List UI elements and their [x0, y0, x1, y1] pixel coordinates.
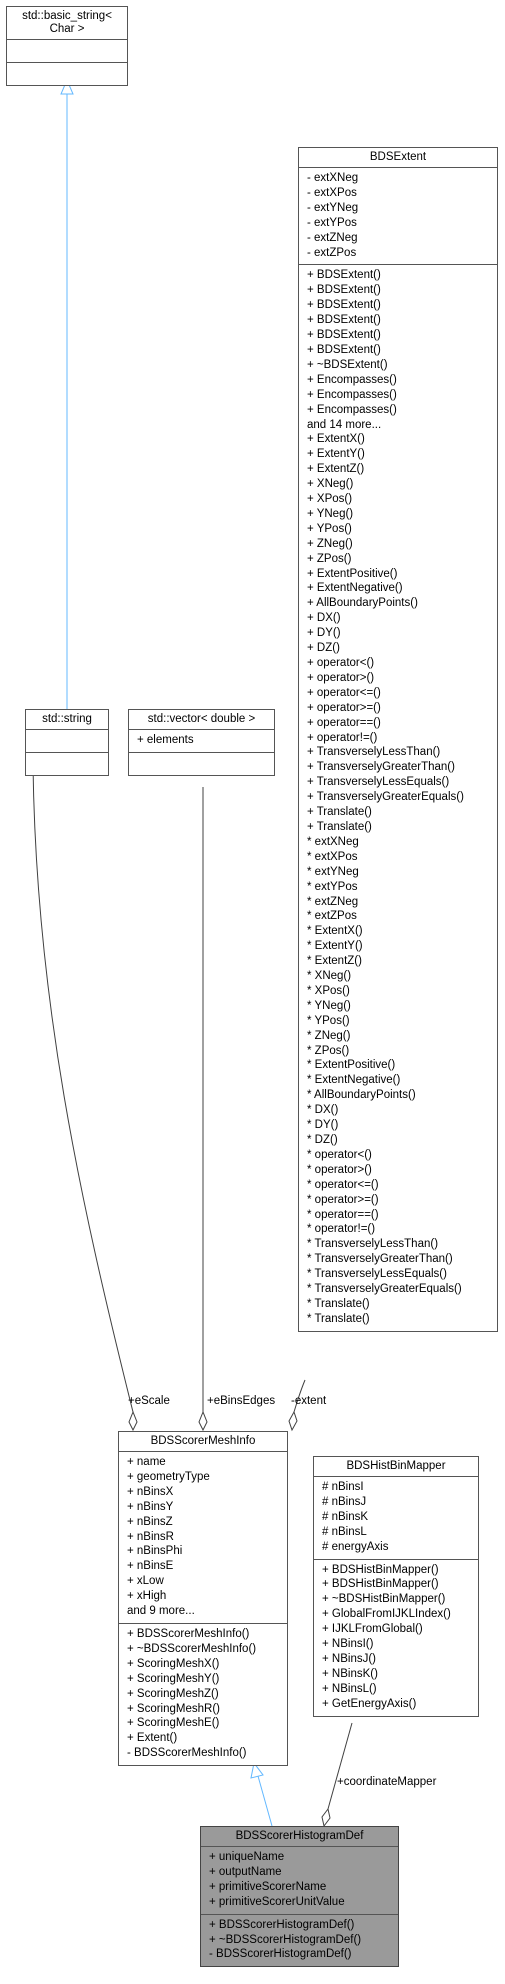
class-operation: * ExtentNegative(): [307, 1074, 401, 1087]
class-bdsscorerhistogramdef[interactable]: [200, 1826, 399, 1967]
class-operations-section: [26, 752, 108, 775]
class-operation: + DZ(): [307, 642, 340, 655]
class-operation: * extZNeg: [307, 895, 359, 908]
class-attribute: + nBinsE: [127, 1560, 174, 1573]
class-attribute: + xHigh: [127, 1590, 167, 1603]
class-std-basic-string[interactable]: [6, 6, 128, 86]
class-operation: + NBinsJ(): [322, 1652, 376, 1665]
class-operation: + BDSScorerHistogramDef(): [209, 1918, 355, 1931]
class-operation: + NBinsI(): [322, 1638, 374, 1651]
class-operation: + TransverselyGreaterThan(): [307, 761, 455, 774]
class-operation: + operator>(): [307, 671, 375, 684]
class-attribute: + nBinsZ: [127, 1515, 173, 1528]
class-operation: + AllBoundaryPoints(): [307, 597, 418, 610]
class-title-line: Char >: [49, 23, 85, 35]
class-operation: + Extent(): [127, 1732, 178, 1745]
class-operation: * TransverselyGreaterEquals(): [307, 1283, 462, 1296]
class-operation: + TransverselyLessEquals(): [307, 776, 450, 789]
class-bdsscorermeshinfo[interactable]: [118, 1431, 288, 1766]
class-operation: * DY(): [307, 1119, 339, 1132]
class-operation: + BDSExtent(): [307, 343, 381, 356]
class-operation: + BDSExtent(): [307, 284, 381, 297]
aggregation-diamond: [289, 1412, 297, 1430]
class-operation: + BDSExtent(): [307, 269, 381, 282]
class-operation: * ExtentX(): [307, 925, 363, 938]
class-title-line: std::basic_string<: [22, 10, 112, 22]
class-title: [314, 1457, 478, 1476]
class-operation: + BDSHistBinMapper(): [322, 1578, 439, 1591]
edge-label-coordinatemapper: +coordinateMapper: [337, 1776, 437, 1788]
class-operation: * operator<(): [307, 1148, 372, 1161]
class-attributes-section: [26, 729, 108, 752]
class-title-line: BDSExtent: [369, 151, 427, 163]
class-operation: * XPos(): [307, 984, 350, 997]
class-operation: + Encompasses(): [307, 373, 397, 386]
class-attribute: + name: [127, 1456, 166, 1468]
class-operation: * Translate(): [307, 1297, 370, 1310]
class-operations-section: [119, 1623, 287, 1765]
class-attribute: + elements: [137, 734, 194, 746]
class-operation: * YNeg(): [307, 999, 351, 1012]
class-title-line: std::string: [42, 713, 92, 725]
class-operation: * XNeg(): [307, 970, 352, 983]
class-attribute: + primitiveScorerName: [209, 1880, 327, 1893]
edge-histogramdef-inherits-meshinfo: [258, 1776, 272, 1826]
class-operation: * extZPos: [307, 910, 357, 923]
class-attribute: + nBinsR: [127, 1530, 174, 1543]
edge-label-ebinsedges: +eBinsEdges: [207, 1395, 276, 1407]
class-operation: * TransverselyLessThan(): [307, 1238, 439, 1251]
class-attribute: # nBinsL: [322, 1525, 367, 1538]
class-attributes-section: [129, 729, 274, 752]
class-operation: + TransverselyLessThan(): [307, 746, 441, 759]
class-title: [119, 1432, 287, 1451]
class-operation: + ExtentX(): [307, 433, 365, 446]
class-attribute: - extXPos: [307, 186, 357, 199]
class-operation: + NBinsL(): [322, 1682, 377, 1695]
class-attribute: + geometryType: [127, 1470, 210, 1483]
class-operation: + YPos(): [307, 522, 352, 535]
class-operation: * extYNeg: [307, 865, 359, 878]
class-operation: + ExtentNegative(): [307, 582, 403, 595]
class-operation: * extXNeg: [307, 835, 359, 848]
class-operation: + ExtentPositive(): [307, 567, 398, 580]
aggregation-diamond: [129, 1412, 137, 1430]
class-operation: * ExtentPositive(): [307, 1059, 396, 1072]
class-operation: * ExtentY(): [307, 940, 363, 953]
class-operation: + DX(): [307, 612, 341, 625]
class-attribute: + nBinsY: [127, 1500, 174, 1513]
class-attribute: + nBinsPhi: [127, 1545, 183, 1558]
class-attribute: + nBinsX: [127, 1485, 174, 1498]
class-attributes-section: [201, 1846, 398, 1914]
class-operation: + XPos(): [307, 493, 353, 506]
class-operations-section: [201, 1914, 398, 1967]
class-operation: * DX(): [307, 1104, 339, 1117]
class-attributes-section: [7, 39, 127, 62]
class-title-line: BDSHistBinMapper: [346, 1460, 446, 1472]
class-operation: + operator!=(): [307, 731, 378, 744]
class-operation: + ExtentZ(): [307, 463, 365, 476]
class-operation: * operator!=(): [307, 1223, 376, 1236]
class-attribute: - extYPos: [307, 216, 357, 229]
class-bdsextent[interactable]: [298, 147, 498, 1332]
class-operation: + ScoringMeshZ(): [127, 1687, 219, 1700]
class-operation: * Translate(): [307, 1312, 370, 1325]
class-operation: + NBinsK(): [322, 1667, 378, 1680]
class-title-line: BDSScorerHistogramDef: [235, 1830, 364, 1842]
class-operation: * TransverselyLessEquals(): [307, 1268, 447, 1281]
class-operation: * ZPos(): [307, 1044, 350, 1057]
class-operation: + ZNeg(): [307, 537, 353, 550]
class-attributes-section: [299, 167, 497, 264]
class-bdshistbinmapper[interactable]: [313, 1456, 479, 1717]
class-operations-section: [129, 752, 274, 775]
class-attribute: # nBinsK: [322, 1510, 369, 1523]
class-operation: + GlobalFromIJKLIndex(): [322, 1608, 451, 1621]
class-operation: * ZNeg(): [307, 1029, 351, 1042]
edge-escale: [33, 765, 133, 1412]
class-title: [201, 1827, 398, 1846]
class-operation: + Encompasses(): [307, 388, 397, 401]
class-operation: + operator<=(): [307, 686, 381, 699]
class-attribute: + primitiveScorerUnitValue: [209, 1895, 345, 1908]
edge-label-escale: +eScale: [128, 1395, 170, 1407]
class-operation: + BDSHistBinMapper(): [322, 1563, 439, 1576]
class-title: [7, 7, 127, 39]
class-operation: + ScoringMeshR(): [127, 1702, 220, 1715]
class-attribute: + uniqueName: [209, 1851, 285, 1863]
class-operation: + TransverselyGreaterEquals(): [307, 791, 464, 804]
class-operations-section: [314, 1559, 478, 1716]
class-operation: and 14 more...: [307, 418, 382, 431]
class-operation: + XNeg(): [307, 478, 354, 491]
class-attribute: + outputName: [209, 1865, 282, 1878]
class-operation: + ~BDSHistBinMapper(): [322, 1593, 446, 1606]
class-operation: + ExtentY(): [307, 448, 365, 461]
class-operation: * operator>=(): [307, 1193, 379, 1206]
class-operation: * extXPos: [307, 850, 358, 863]
class-title-line: std::vector< double >: [147, 713, 256, 725]
class-operation: + ~BDSExtent(): [307, 358, 388, 371]
edge-coordinatemapper: [328, 1723, 352, 1809]
class-operation: + operator<(): [307, 657, 375, 669]
class-attribute: + xLow: [127, 1575, 164, 1588]
class-attribute: # energyAxis: [322, 1540, 389, 1553]
edge-label-extent: -extent: [291, 1395, 327, 1407]
aggregation-diamond: [199, 1412, 207, 1430]
class-title-line: BDSScorerMeshInfo: [150, 1435, 256, 1447]
class-std-string[interactable]: [25, 709, 109, 776]
class-operation: * DZ(): [307, 1134, 338, 1146]
class-attribute: - extZPos: [307, 246, 357, 259]
class-operation: - BDSScorerMeshInfo(): [127, 1747, 247, 1760]
class-operation: + operator>=(): [307, 701, 381, 714]
class-operation: * operator<=(): [307, 1178, 379, 1191]
class-operations-section: [7, 62, 127, 85]
class-attributes-section: [314, 1476, 478, 1559]
class-title: [26, 710, 108, 729]
class-operation: * AllBoundaryPoints(): [307, 1089, 416, 1102]
class-attribute: # nBinsJ: [322, 1495, 367, 1508]
class-operation: * operator>(): [307, 1163, 372, 1176]
class-operation: + BDSScorerMeshInfo(): [127, 1627, 250, 1640]
class-attributes-section: [119, 1451, 287, 1623]
class-operation: + BDSExtent(): [307, 299, 381, 312]
class-operation: + operator==(): [307, 716, 381, 729]
class-std-vector-double[interactable]: [128, 709, 275, 776]
class-operation: * YPos(): [307, 1014, 350, 1027]
class-operation: + Encompasses(): [307, 403, 397, 416]
class-operation: + BDSExtent(): [307, 329, 381, 342]
class-attribute: - extXNeg: [307, 172, 359, 184]
class-operation: * extYPos: [307, 880, 358, 893]
class-operation: + ScoringMeshE(): [127, 1717, 220, 1730]
class-attribute: - extZNeg: [307, 231, 358, 244]
class-operation: + Translate(): [307, 806, 372, 819]
class-attribute: and 9 more...: [127, 1605, 195, 1618]
class-operation: * ExtentZ(): [307, 955, 362, 968]
class-operation: + ~BDSScorerMeshInfo(): [127, 1642, 257, 1655]
class-attribute: # nBinsI: [322, 1481, 364, 1493]
class-operation: + BDSExtent(): [307, 314, 381, 327]
class-title: [129, 710, 274, 729]
class-operation: + ~BDSScorerHistogramDef(): [209, 1933, 362, 1946]
class-operation: + GetEnergyAxis(): [322, 1697, 417, 1710]
class-operation: + DY(): [307, 627, 341, 640]
class-attribute: - extYNeg: [307, 201, 359, 214]
class-operation: - BDSScorerHistogramDef(): [209, 1948, 352, 1961]
class-operations-section: [299, 264, 497, 1330]
aggregation-diamond: [322, 1809, 330, 1826]
class-operation: + YNeg(): [307, 507, 354, 520]
class-operation: + ZPos(): [307, 552, 352, 565]
class-operation: * TransverselyGreaterThan(): [307, 1253, 453, 1266]
class-title: [299, 148, 497, 167]
class-operation: + IJKLFromGlobal(): [322, 1623, 423, 1636]
class-operation: + ScoringMeshX(): [127, 1657, 220, 1670]
class-operation: + ScoringMeshY(): [127, 1672, 220, 1685]
class-operation: + Translate(): [307, 820, 372, 833]
class-operation: * operator==(): [307, 1208, 379, 1221]
